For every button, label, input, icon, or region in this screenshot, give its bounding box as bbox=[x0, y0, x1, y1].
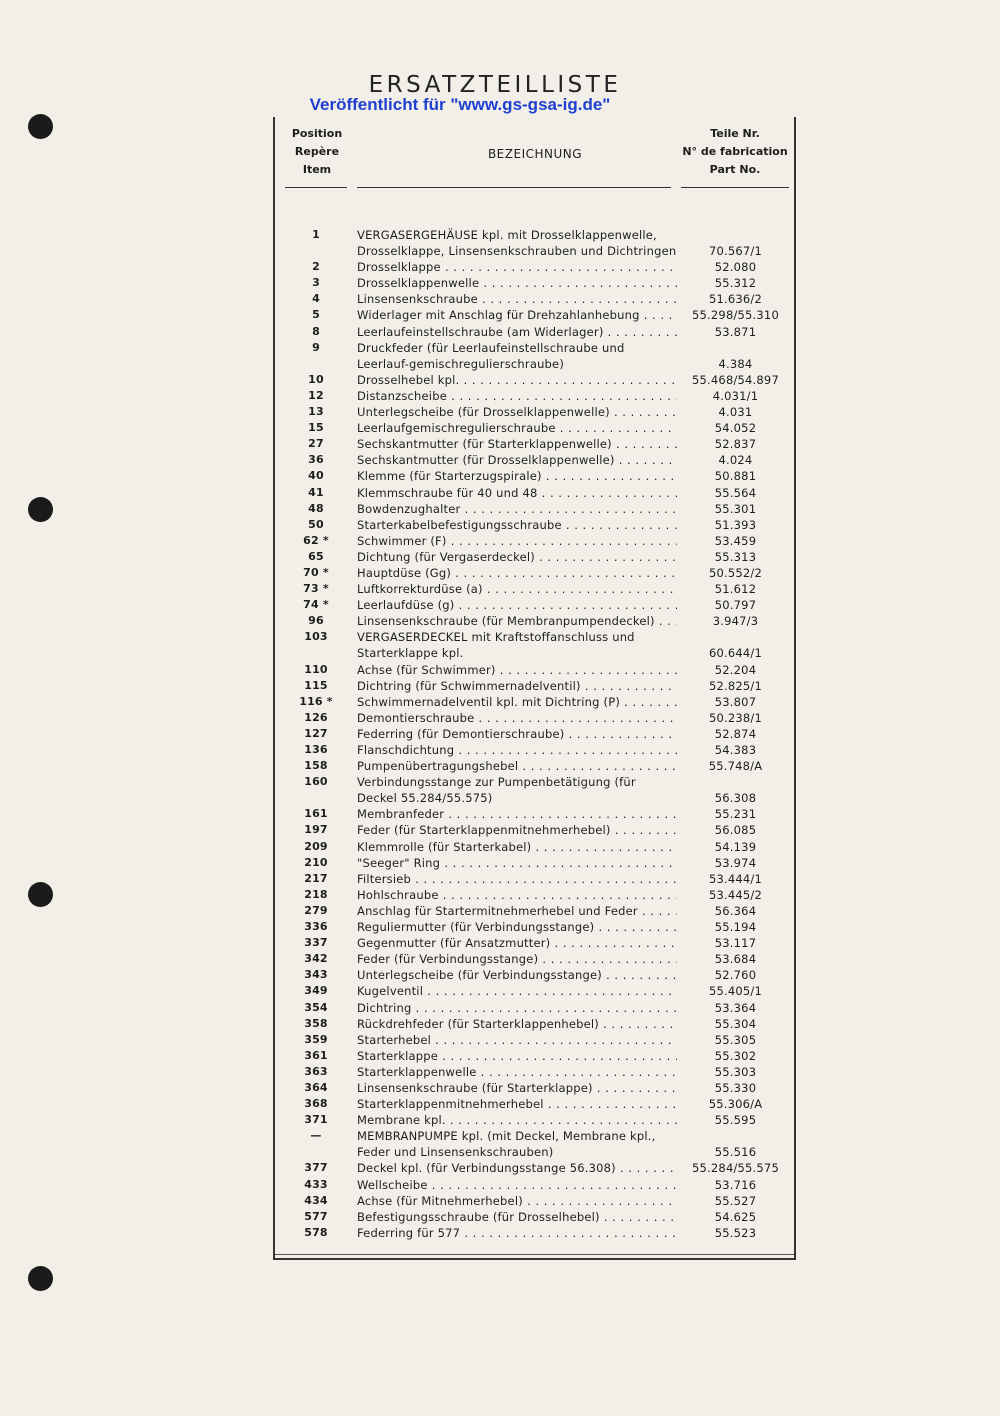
item-part-number: 53.444/1 bbox=[708, 871, 763, 886]
item-description: Unterlegscheibe (für Verbindungsstange) . . . bbox=[357, 967, 677, 983]
item-part-number: 54.052 bbox=[714, 421, 757, 436]
item-part-number: 53.445/2 bbox=[708, 887, 763, 902]
table-row bbox=[275, 935, 794, 951]
item-description: Befestigungsschraube (für Drosselhebel) . . . bbox=[357, 1209, 677, 1225]
item-description: Dichtung (für Vergaserdeckel) . . . bbox=[357, 549, 677, 565]
item-position: 361 bbox=[304, 1048, 328, 1062]
item-description: Wellscheibe . . . bbox=[357, 1177, 677, 1193]
item-part-number: 55.231 bbox=[714, 807, 757, 822]
item-position: 197 bbox=[304, 823, 328, 837]
item-part-number: 54.625 bbox=[714, 1209, 757, 1224]
item-position: 41 bbox=[308, 485, 324, 499]
item-part-number: 55.468/54.897 bbox=[692, 372, 779, 387]
table-row bbox=[275, 372, 794, 388]
item-part-number: 52.760 bbox=[714, 968, 757, 983]
item-description: Anschlag für Startermitnehmerhebel und Feder . . . bbox=[357, 903, 677, 919]
item-part-number: 4.384 bbox=[718, 356, 753, 371]
header-underline bbox=[681, 187, 789, 188]
item-part-number: 56.085 bbox=[714, 823, 757, 838]
item-description: Starterklappenmitnehmerhebel . . . bbox=[357, 1096, 677, 1112]
item-position: 27 bbox=[308, 437, 324, 451]
header-part-number bbox=[675, 125, 795, 179]
item-position: 158 bbox=[304, 759, 328, 773]
table-row bbox=[275, 726, 794, 742]
table-row bbox=[275, 903, 794, 919]
item-description: Starterhebel . . . bbox=[357, 1032, 677, 1048]
table-row bbox=[275, 919, 794, 935]
item-description: Luftkorrekturdüse (a) . . . bbox=[357, 581, 677, 597]
item-part-number: 55.516 bbox=[714, 1145, 757, 1160]
item-position: 126 bbox=[304, 710, 328, 724]
item-position: 578 bbox=[304, 1225, 328, 1239]
item-part-number: 52.825/1 bbox=[708, 678, 763, 693]
table-row bbox=[275, 839, 794, 855]
item-position: 15 bbox=[308, 421, 324, 435]
header-underline bbox=[285, 187, 347, 188]
item-part-number: 50.238/1 bbox=[708, 710, 763, 725]
item-position: 161 bbox=[304, 807, 328, 821]
table-row bbox=[275, 291, 794, 307]
table-row bbox=[275, 307, 794, 323]
item-position: 136 bbox=[304, 743, 328, 756]
item-part-number: 50.881 bbox=[714, 469, 757, 484]
item-description: Achse (für Mitnehmerhebel) . . . bbox=[357, 1193, 677, 1209]
item-part-number: 4.024 bbox=[718, 453, 753, 468]
item-part-number: 3.947/3 bbox=[712, 614, 759, 629]
table-row bbox=[275, 806, 794, 822]
item-description: Pumpenübertragungshebel . . . bbox=[357, 758, 677, 774]
item-part-number: 55.298/55.310 bbox=[692, 308, 779, 323]
item-position: 50 bbox=[308, 517, 324, 531]
table-row bbox=[275, 275, 794, 291]
table-row bbox=[275, 581, 794, 597]
header-position-de: Position bbox=[291, 127, 343, 140]
item-part-number: 51.393 bbox=[714, 517, 757, 532]
item-description: Sechskantmutter (für Starterklappenwelle) . . . bbox=[357, 436, 677, 452]
item-part-number: 55.330 bbox=[714, 1080, 757, 1095]
item-position: 127 bbox=[304, 726, 328, 740]
table-row bbox=[275, 420, 794, 436]
item-description: Kugelventil . . . bbox=[357, 983, 677, 999]
table-row bbox=[275, 517, 794, 533]
item-part-number: 53.716 bbox=[714, 1177, 757, 1192]
table-row bbox=[275, 388, 794, 404]
item-position: 336 bbox=[304, 920, 328, 934]
item-description: Achse (für Schwimmer) . . . bbox=[357, 662, 677, 678]
item-position: 103 bbox=[304, 630, 328, 644]
item-part-number: 56.364 bbox=[714, 903, 757, 918]
table-row bbox=[275, 1177, 794, 1193]
item-part-number: 53.364 bbox=[714, 1000, 757, 1015]
item-position: 279 bbox=[304, 903, 328, 917]
item-position: 116 * bbox=[299, 694, 333, 708]
item-position: 377 bbox=[304, 1161, 328, 1175]
item-description: Sechskantmutter (für Drosselklappenwelle) . . . bbox=[357, 452, 677, 468]
item-description: Drosselklappe . . . bbox=[357, 259, 677, 275]
item-part-number: 53.807 bbox=[714, 694, 757, 709]
table-row bbox=[275, 629, 794, 661]
item-description: Federring (für Demontierschraube) . . . bbox=[357, 726, 677, 742]
item-description: Drosselhebel kpl. . . . bbox=[357, 372, 677, 388]
table-row bbox=[275, 951, 794, 967]
item-description: Rückdrehfeder (für Starterklappenhebel) . . . bbox=[357, 1016, 677, 1032]
item-position: 110 bbox=[304, 662, 328, 676]
table-row bbox=[275, 533, 794, 549]
item-part-number: 50.552/2 bbox=[708, 565, 763, 580]
item-part-number: 4.031/1 bbox=[712, 388, 759, 403]
item-position: 70 * bbox=[303, 565, 329, 579]
table-row bbox=[275, 871, 794, 887]
item-part-number: 55.748/A bbox=[708, 759, 763, 774]
table-row bbox=[275, 774, 794, 806]
table-row bbox=[275, 404, 794, 420]
item-description: Starterklappenwelle . . . bbox=[357, 1064, 677, 1080]
item-position: 343 bbox=[304, 968, 328, 982]
table-row bbox=[275, 565, 794, 581]
item-part-number: 55.306/A bbox=[708, 1097, 763, 1112]
item-position: 4 bbox=[312, 292, 320, 306]
table-row bbox=[275, 468, 794, 484]
item-description: Gegenmutter (für Ansatzmutter) . . . bbox=[357, 935, 677, 951]
table-row bbox=[275, 1032, 794, 1048]
table-row bbox=[275, 501, 794, 517]
item-description: Flanschdichtung . . . bbox=[357, 742, 677, 758]
item-part-number: 53.974 bbox=[714, 855, 757, 870]
table-row bbox=[275, 452, 794, 468]
item-position: 3 bbox=[312, 276, 320, 290]
table-row bbox=[275, 1048, 794, 1064]
item-position: 62 * bbox=[303, 533, 329, 547]
item-description: VERGASERGEHÄUSE kpl. mit Drosselklappenwelle, Drosselklappe, Linsensenkschrauben und Dichtringen bbox=[357, 228, 677, 259]
table-row bbox=[275, 678, 794, 694]
item-position: 65 bbox=[308, 549, 324, 563]
item-description: Druckfeder (für Leerlaufeinstellschraube und Leerlauf-gemischregulierschraube) bbox=[357, 340, 625, 371]
item-position: 36 bbox=[308, 453, 324, 467]
item-description: Distanzscheibe . . . bbox=[357, 388, 677, 404]
item-description: Drosselklappenwelle . . . bbox=[357, 275, 677, 291]
item-position: 434 bbox=[304, 1193, 328, 1207]
table-row bbox=[275, 1225, 794, 1241]
item-part-number: 52.837 bbox=[714, 437, 757, 452]
item-position: 371 bbox=[304, 1113, 328, 1127]
item-part-number: 54.139 bbox=[714, 839, 757, 854]
item-part-number: 55.194 bbox=[714, 920, 757, 935]
table-row bbox=[275, 694, 794, 710]
punch-hole bbox=[28, 497, 53, 522]
item-description: Reguliermutter (für Verbindungsstange) . . . bbox=[357, 919, 677, 935]
item-position: 342 bbox=[304, 952, 328, 966]
item-position: 160 bbox=[304, 775, 328, 789]
item-position: 115 bbox=[304, 678, 328, 692]
item-description: Leerlaufeinstellschraube (am Widerlager) . . . bbox=[357, 324, 677, 340]
item-position: 48 bbox=[308, 501, 324, 515]
item-position: 349 bbox=[304, 984, 328, 998]
item-description: Demontierschraube . . . bbox=[357, 710, 677, 726]
table-row bbox=[275, 597, 794, 613]
header-part-number-en: Part No. bbox=[709, 163, 761, 176]
item-position: 96 bbox=[308, 614, 324, 628]
publication-note: Veröffentlicht für "www.gs-gsa-ig.de" bbox=[309, 95, 611, 114]
item-description: Deckel kpl. (für Verbindungsstange 56.308) . . . bbox=[357, 1160, 677, 1176]
item-part-number: 55.313 bbox=[714, 549, 757, 564]
item-description: Dichtring (für Schwimmernadelventil) . . . bbox=[357, 678, 677, 694]
item-position: 210 bbox=[304, 855, 328, 869]
item-part-number: 56.308 bbox=[714, 791, 757, 806]
table-row bbox=[275, 340, 794, 372]
item-position: 74 * bbox=[303, 598, 329, 612]
item-description: Membranfeder . . . bbox=[357, 806, 677, 822]
item-position: 5 bbox=[312, 308, 320, 322]
item-part-number: 60.644/1 bbox=[708, 646, 763, 661]
item-position: 2 bbox=[312, 260, 320, 274]
item-position: 577 bbox=[304, 1209, 328, 1223]
item-description: Linsensenkschraube (für Membranpumpendeckel) . . . bbox=[357, 613, 677, 629]
item-part-number: 53.117 bbox=[714, 936, 757, 951]
item-description: Klemmrolle (für Starterkabel) . . . bbox=[357, 839, 677, 855]
item-description: VERGASERDECKEL mit Kraftstoffanschluss und Starterklappe kpl. bbox=[357, 630, 635, 661]
parts-list bbox=[275, 227, 794, 1241]
table-row bbox=[275, 1193, 794, 1209]
item-position: 10 bbox=[308, 372, 324, 386]
item-description: Feder (für Verbindungsstange) . . . bbox=[357, 951, 677, 967]
header-bezeichnung: BEZEICHNUNG bbox=[487, 147, 583, 161]
item-description: Membrane kpl. . . . bbox=[357, 1112, 677, 1128]
item-description: Linsensenkschraube . . . bbox=[357, 291, 677, 307]
item-position: 73 * bbox=[303, 582, 329, 596]
item-description: Bowdenzughalter . . . bbox=[357, 501, 677, 517]
item-part-number: 55.303 bbox=[714, 1064, 757, 1079]
item-description: Starterklappe . . . bbox=[357, 1048, 677, 1064]
item-description: Filtersieb . . . bbox=[357, 871, 677, 887]
item-part-number: 4.031 bbox=[718, 405, 753, 420]
item-part-number: 55.284/55.575 bbox=[692, 1161, 779, 1176]
item-position: 12 bbox=[308, 388, 324, 402]
item-part-number: 55.301 bbox=[714, 501, 757, 516]
item-position: 337 bbox=[304, 936, 328, 950]
item-part-number: 55.305 bbox=[714, 1032, 757, 1047]
table-row bbox=[275, 1209, 794, 1225]
table-row bbox=[275, 1128, 794, 1160]
item-description: Federring für 577 . . . bbox=[357, 1225, 677, 1241]
item-description: Klemmschraube für 40 und 48 . . . bbox=[357, 485, 677, 501]
item-position: 40 bbox=[308, 469, 324, 483]
table-row bbox=[275, 485, 794, 501]
item-part-number: 55.312 bbox=[714, 276, 757, 291]
table-row bbox=[275, 324, 794, 340]
table-row bbox=[275, 758, 794, 774]
table-row bbox=[275, 1096, 794, 1112]
item-part-number: 55.523 bbox=[714, 1225, 757, 1240]
punch-hole bbox=[28, 882, 53, 907]
table-row bbox=[275, 1160, 794, 1176]
item-position: 358 bbox=[304, 1016, 328, 1030]
item-description: Verbindungsstange zur Pumpenbetätigung (für Deckel 55.284/55.575) bbox=[357, 775, 636, 806]
table-row bbox=[275, 822, 794, 838]
table-row bbox=[275, 1064, 794, 1080]
item-position: 8 bbox=[312, 324, 320, 338]
punch-hole bbox=[28, 1266, 53, 1291]
item-description: Widerlager mit Anschlag für Drehzahlanhebung . . . bbox=[357, 307, 677, 323]
item-part-number: 55.302 bbox=[714, 1048, 757, 1063]
item-position: 9 bbox=[312, 340, 320, 354]
item-description: Dichtring . . . bbox=[357, 1000, 677, 1016]
item-position: 364 bbox=[304, 1080, 328, 1094]
item-part-number: 54.383 bbox=[714, 743, 757, 757]
punch-hole bbox=[28, 114, 53, 139]
item-description: Starterkabelbefestigungsschraube . . . bbox=[357, 517, 677, 533]
item-description: Leerlaufdüse (g) . . . bbox=[357, 597, 677, 613]
table-row bbox=[275, 1016, 794, 1032]
page-title: ERSATZTEILLISTE bbox=[368, 72, 622, 98]
table-row bbox=[275, 613, 794, 629]
item-part-number: 55.595 bbox=[714, 1113, 757, 1128]
table-row bbox=[275, 227, 794, 259]
item-description: Unterlegscheibe (für Drosselklappenwelle) . . . bbox=[357, 404, 677, 420]
item-description: Feder (für Starterklappenmitnehmerhebel) . . . bbox=[357, 822, 677, 838]
item-description: Hauptdüse (Gg) . . . bbox=[357, 565, 677, 581]
header-position bbox=[283, 125, 351, 179]
item-part-number: 55.564 bbox=[714, 485, 757, 500]
item-description: Leerlaufgemischregulierschraube . . . bbox=[357, 420, 677, 436]
item-part-number: 70.567/1 bbox=[708, 244, 763, 259]
item-position: 359 bbox=[304, 1032, 328, 1046]
table-row bbox=[275, 662, 794, 678]
item-description: "Seeger" Ring . . . bbox=[357, 855, 677, 871]
item-part-number: 52.874 bbox=[714, 726, 757, 741]
table-row bbox=[275, 983, 794, 999]
table-row bbox=[275, 887, 794, 903]
item-part-number: 52.204 bbox=[714, 662, 757, 677]
item-position: — bbox=[310, 1129, 322, 1143]
item-part-number: 52.080 bbox=[714, 260, 757, 275]
table-row bbox=[275, 1112, 794, 1128]
item-part-number: 50.797 bbox=[714, 598, 757, 613]
header-position-en: Item bbox=[302, 163, 332, 176]
item-position: 368 bbox=[304, 1097, 328, 1111]
table-row bbox=[275, 549, 794, 565]
parts-table bbox=[273, 117, 796, 1260]
item-position: 217 bbox=[304, 871, 328, 885]
header-part-number-de: Teile Nr. bbox=[710, 127, 760, 140]
table-row bbox=[275, 742, 794, 758]
table-row bbox=[275, 259, 794, 275]
item-description: Linsensenkschraube (für Starterklappe) . . . bbox=[357, 1080, 677, 1096]
table-row bbox=[275, 967, 794, 983]
table-row bbox=[275, 710, 794, 726]
table-row bbox=[275, 1080, 794, 1096]
item-position: 354 bbox=[304, 1000, 328, 1014]
item-description: Hohlschraube . . . bbox=[357, 887, 677, 903]
header-part-number-fr: N° de fabrication bbox=[682, 145, 788, 158]
item-part-number: 51.612 bbox=[714, 582, 757, 597]
header-underline bbox=[357, 187, 671, 188]
item-position: 13 bbox=[308, 405, 324, 419]
table-row bbox=[275, 436, 794, 452]
item-description: Klemme (für Starterzugspirale) . . . bbox=[357, 468, 677, 484]
item-part-number: 55.304 bbox=[714, 1016, 757, 1031]
header-position-fr: Repère bbox=[294, 145, 340, 158]
table-row bbox=[275, 1000, 794, 1016]
item-part-number: 53.684 bbox=[714, 952, 757, 967]
item-description: Schwimmernadelventil kpl. mit Dichtring (P) . . . bbox=[357, 694, 677, 710]
item-description: MEMBRANPUMPE kpl. (mit Deckel, Membrane kpl., Feder und Linsensenkschrauben) bbox=[357, 1129, 656, 1160]
item-position: 363 bbox=[304, 1064, 328, 1078]
item-position: 218 bbox=[304, 887, 328, 901]
item-part-number: 55.527 bbox=[714, 1193, 757, 1208]
item-part-number: 55.405/1 bbox=[708, 984, 763, 999]
item-position: 1 bbox=[312, 228, 320, 241]
item-part-number: 51.636/2 bbox=[708, 292, 763, 307]
item-position: 209 bbox=[304, 839, 328, 853]
item-part-number: 53.459 bbox=[714, 533, 757, 548]
item-position: 433 bbox=[304, 1177, 328, 1191]
item-description: Schwimmer (F) . . . bbox=[357, 533, 677, 549]
table-row bbox=[275, 855, 794, 871]
item-part-number: 53.871 bbox=[714, 324, 757, 339]
